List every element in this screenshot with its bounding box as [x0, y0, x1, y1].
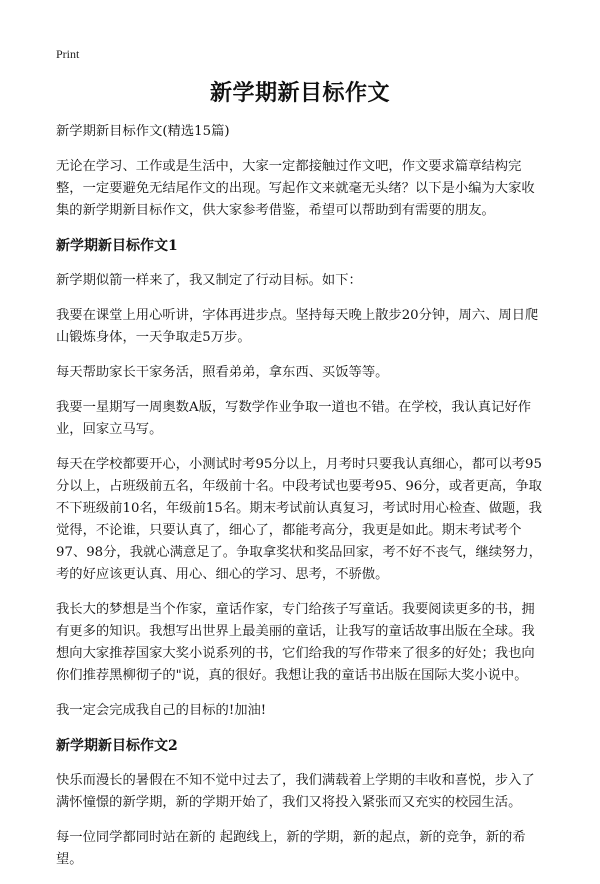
- section1-paragraph: 每天在学校都要开心，小测试时考95分以上，月考时只要我认真细心，都可以考95分以上，占班级前五名，年级前十名。中段考试也要考95、96分，或者更高，争取不下班级前10名，年级前15名。期末考试前认真复习，考试时用心检查、做题，我觉得，不论谁，只要认真了，细心了，都能考高分，我更是如此。期末考试考个97、98分，我就心满意足了。争取拿奖状和奖品回家，考不好不丧气，继续努力，考的好应该更认真、用心、细心的学习、思考，不骄傲。: [56, 457, 542, 582]
- section2-paragraph: 每一位同学都同时站在新的 起跑线上，新的学期，新的起点，新的竞争，新的希望。: [56, 830, 526, 867]
- section1-paragraph: 我要一星期写一周奥数A版，写数学作业争取一道也不错。在学校，我认真记好作业，回家立马写。: [56, 400, 531, 437]
- print-link[interactable]: Print: [56, 47, 80, 61]
- article-body: [56, 121, 544, 884]
- page-title: 新学期新目标作文: [209, 80, 390, 106]
- section1-paragraph: 我一定会完成我自己的目标的!加油!: [56, 703, 267, 718]
- section1-paragraph: 每天帮助家长干家务活，照看弟弟，拿东西、买饭等等。: [56, 365, 389, 380]
- article-subtitle: 新学期新目标作文(精选15篇): [56, 124, 230, 139]
- section2-paragraph: 快乐而漫长的暑假在不知不觉中过去了，我们满载着上学期的丰收和喜悦，步入了满怀憧憬的新学期，新的学期开始了，我们又将投入紧张而又充实的校园生活。: [56, 773, 535, 810]
- section-heading-1: 新学期新目标作文1: [56, 238, 178, 254]
- intro-paragraph: 无论在学习、工作或是生活中，大家一定都接触过作文吧，作文要求篇章结构完整，一定要避免无结尾作文的出现。写起作文来就毫无头绪？以下是小编为大家收集的新学期新目标作文，供大家参考借鉴，希望可以帮助到有需要的朋友。: [56, 159, 535, 218]
- section-heading-2: 新学期新目标作文2: [56, 738, 178, 754]
- section1-paragraph: 我要在课堂上用心听讲，字体再进步点。坚持每天晚上散步20分钟，周六、周日爬山锻炼身体，一天争取走5万步。: [56, 308, 539, 345]
- section1-paragraph: 我长大的梦想是当个作家，童话作家，专门给孩子写童话。我要阅读更多的书，拥有更多的知识。我想写出世界上最美丽的童话，让我写的童话故事出版在全球。我想向大家推荐国家大奖小说系列的书，它们给我的写作带来了很多的好处；我也向你们推荐黑柳彻子的"说，真的很好。我想让我的童话书出版在国际大奖小说中。: [56, 602, 535, 683]
- section1-paragraph: 新学期似箭一样来了，我又制定了行动目标。如下：: [56, 273, 362, 288]
